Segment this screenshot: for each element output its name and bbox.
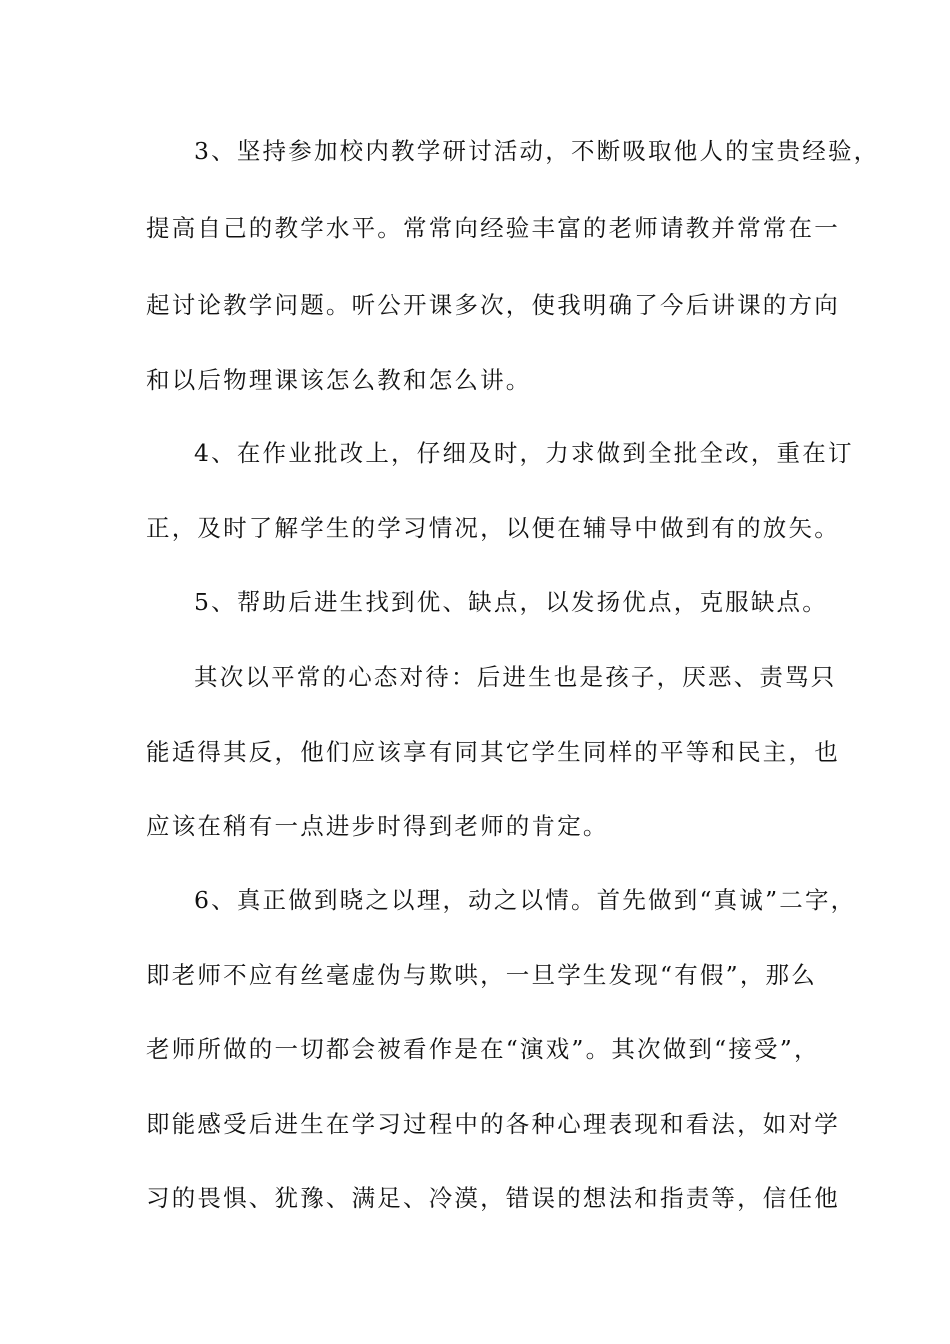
text-line: 习的畏惧、犹豫、满足、冷漠，错误的想法和指责等，信任他 xyxy=(146,1184,840,1212)
text-line: 起讨论教学问题。听公开课多次，使我明确了今后讲课的方向 xyxy=(146,291,840,319)
text-line: 正，及时了解学生的学习情况，以便在辅导中做到有的放矢。 xyxy=(146,514,840,542)
text-line: 即能感受后进生在学习过程中的各种心理表现和看法，如对学 xyxy=(146,1110,840,1138)
text-line: 和以后物理课该怎么教和怎么讲。 xyxy=(146,366,532,394)
text-line: 提高自己的教学水平。常常向经验丰富的老师请教并常常在一 xyxy=(146,214,840,242)
text-line: 3、坚持参加校内教学研讨活动，不断吸取他人的宝贵经验， xyxy=(194,137,880,165)
text-line: 4、在作业批改上，仔细及时，力求做到全批全改，重在订 xyxy=(194,439,854,467)
text-line: 5、帮助后进生找到优、缺点，以发扬优点，克服缺点。 xyxy=(194,588,828,616)
text-line: 老师所做的一切都会被看作是在“演戏”。其次做到“接受”， xyxy=(146,1035,820,1063)
text-line: 能适得其反，他们应该享有同其它学生同样的平等和民主，也 xyxy=(146,738,840,766)
text-line: 应该在稍有一点进步时得到老师的肯定。 xyxy=(146,812,609,840)
text-line: 6、真正做到晓之以理，动之以情。首先做到“真诚”二字， xyxy=(194,886,857,914)
text-line: 即老师不应有丝毫虚伪与欺哄，一旦学生发现“有假”，那么 xyxy=(146,961,817,989)
text-line: 其次以平常的心态对待：后进生也是孩子，厌恶、责骂只 xyxy=(194,663,837,691)
